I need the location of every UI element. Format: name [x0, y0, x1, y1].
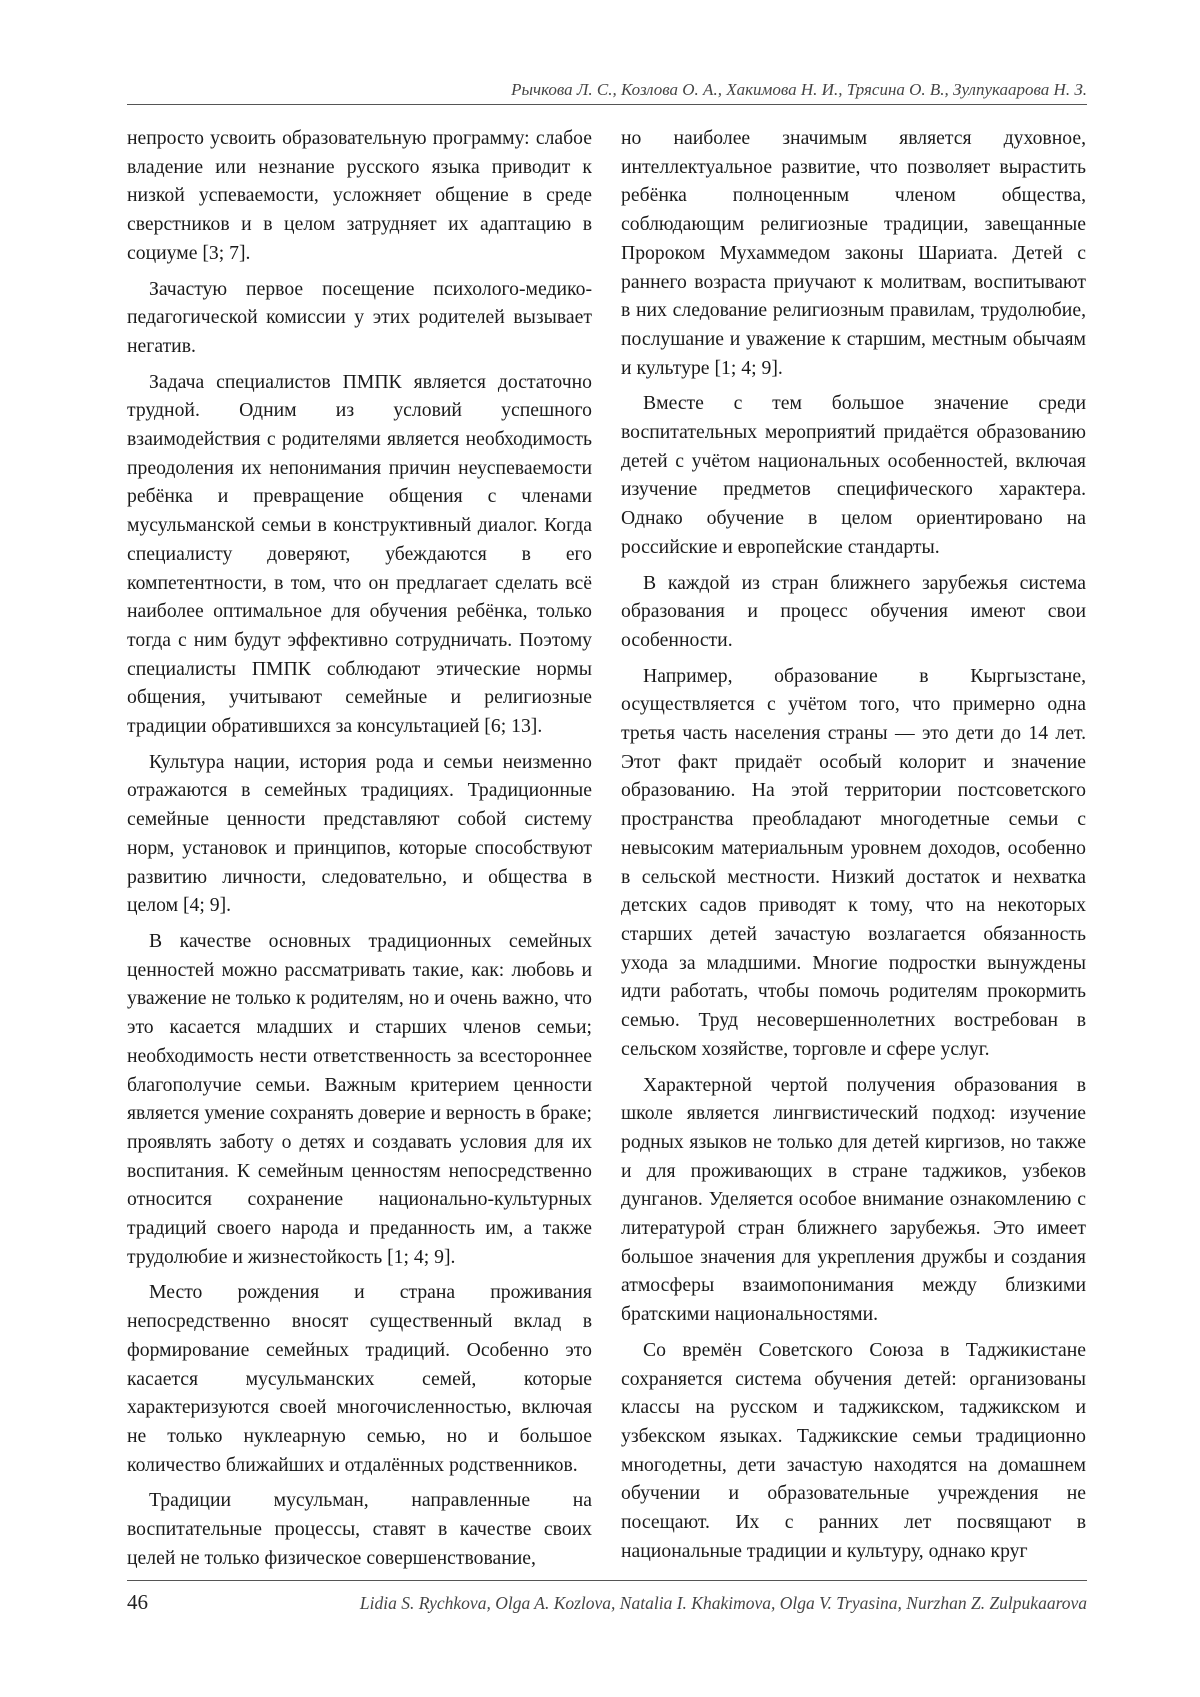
paragraph: Вместе с тем большое значение среди воспитательных мероприятий придаётся образованию детей с учётом национальных особенностей, включая изучение предметов специфического характера. Однако обучение в целом ориентировано на российские и европейские стандарты. [621, 392, 1086, 558]
header-rule [127, 104, 1087, 105]
footer-rule [127, 1580, 1087, 1581]
paragraph: Со времён Советского Союза в Таджикистане сохраняется система обучения детей: организованы классы на русском и таджикском, таджикском и узбекском языках. Таджикские семьи традиционно многодетны, дети зачастую находятся на домашнем обучении и образовательные учреждения не посещают. Их с ранних лет посвящают в национальные традиции и культуру, однако круг [621, 1338, 1086, 1562]
paragraph: В качестве основных традиционных семейных ценностей можно рассматривать такие, как: любовь и уважение не только к родителям, но и очень важно, что это касается младших и старших членов семьи; необходимость нести ответственность за всестороннее благополучие семьи. Важным критерием ценности является умение сохранять доверие и верность в браке; проявлять заботу о детях и создавать условия для их воспитания. К семейным ценностям непосредственно относится сохранение национально-культурных традиций своего народа и преданность им, а также трудолюбие и жизнестойкость [1; 4; 9]. [127, 929, 592, 1268]
paragraph: Культура нации, история рода и семьи неизменно отражаются в семейных традициях. Традиционные семейные ценности представляют собой систему норм, установок и принципов, которые способствуют развитию личности, следовательно, и общества в целом [4; 9]. [127, 750, 592, 917]
right-column [621, 124, 1086, 1572]
paragraph: Характерной чертой получения образования в школе является лингвистический подход: изучение родных языков не только для детей киргизов, но также и для проживающих в стране таджиков, узбеков дунганов. Уделяется особое внимание ознакомлению с литературой стран ближнего зарубежья. Это имеет большое значения для укрепления дружбы и создания атмосферы взаимопонимания между близкими братскими национальностями. [621, 1073, 1086, 1326]
paragraph: Зачастую первое посещение психолого-медико-педагогической комиссии у этих родителей вызывает негатив. [127, 277, 592, 357]
paragraph: Например, образование в Кыргызстане, осуществляется с учётом того, что примерно одна третья часть населения страны — это дети до 14 лет. Этот факт придаёт особый колорит и значение образованию. На этой территории постсоветского пространства преобладают многодетные семьи с невысоким материальным уровнем доходов, особенно в сельской местности. Низкий достаток и нехватка детских садов приводят к тому, что на некоторых старших детей зачастую возлагается обязанность ухода за младшими. Многие подростки вынуждены идти работать, чтобы помочь родителям прокормить семью. Труд несовершеннолетних востребован в сельском хозяйстве, торговле и сфере услуг. [621, 664, 1086, 1060]
paragraph: непросто усвоить образовательную программу: слабое владение или незнание русского языка приводит к низкой успеваемости, усложняет общение в среде сверстников и в целом затрудняет их адаптацию в социуме [3; 7]. [127, 127, 592, 264]
paragraph: Задача специалистов ПМПК является достаточно трудной. Одним из условий успешного взаимодействия с родителями является необходимость преодоления их непонимания причин неуспеваемости ребёнка и превращение общения с членами мусульманской семьи в конструктивный диалог. Когда специалисту доверяют, убеждаются в его компетентности, в том, что он предлагает сделать всё наиболее оптимальное для обучения ребёнка, только тогда с ним будут эффективно сотрудничать. Поэтому специалисты ПМПК соблюдают этические нормы общения, учитывают семейные и религиозные традиции обратившихся за консультацией [6; 13]. [127, 370, 592, 738]
page-number: 46 [127, 1590, 148, 1614]
paragraph: но наиболее значимым является духовное, интеллектуальное развитие, что позволяет вырастить ребёнка полноценным членом общества, соблюдающим религиозные традиции, завещанные Пророком Мухаммедом законы Шариата. Детей с раннего возраста приучают к молитвам, воспитывают в них следование религиозным правилам, трудолюбие, послушание и уважение к старшим, местным обычаям и культуре [1; 4; 9]. [621, 127, 1086, 379]
paragraph: Место рождения и страна проживания непосредственно вносят существенный вклад в формирование семейных традиций. Особенно это касается мусульманских семей, которые характеризуются своей многочисленностью, включая не только нуклеарную семью, но и большое количество ближайших и отдалённых родственников. [127, 1281, 592, 1476]
running-header-authors: Рычкова Л. С., Козлова О. А., Хакимова Н. И., Трясина О. В., Зулпукаарова Н. З. [511, 80, 1087, 99]
left-column [127, 124, 592, 1579]
running-footer-authors: Lidia S. Rychkova, Olga A. Kozlova, Natalia I. Khakimova, Olga V. Tryasina, Nurzhan Z. Zulpukaarova [359, 1593, 1087, 1613]
paragraph: В каждой из стран ближнего зарубежья система образования и процесс обучения имеют свои особенности. [621, 571, 1086, 651]
paragraph: Традиции мусульман, направленные на воспитательные процессы, ставят в качестве своих целей не только физическое совершенствование, [127, 1489, 592, 1569]
